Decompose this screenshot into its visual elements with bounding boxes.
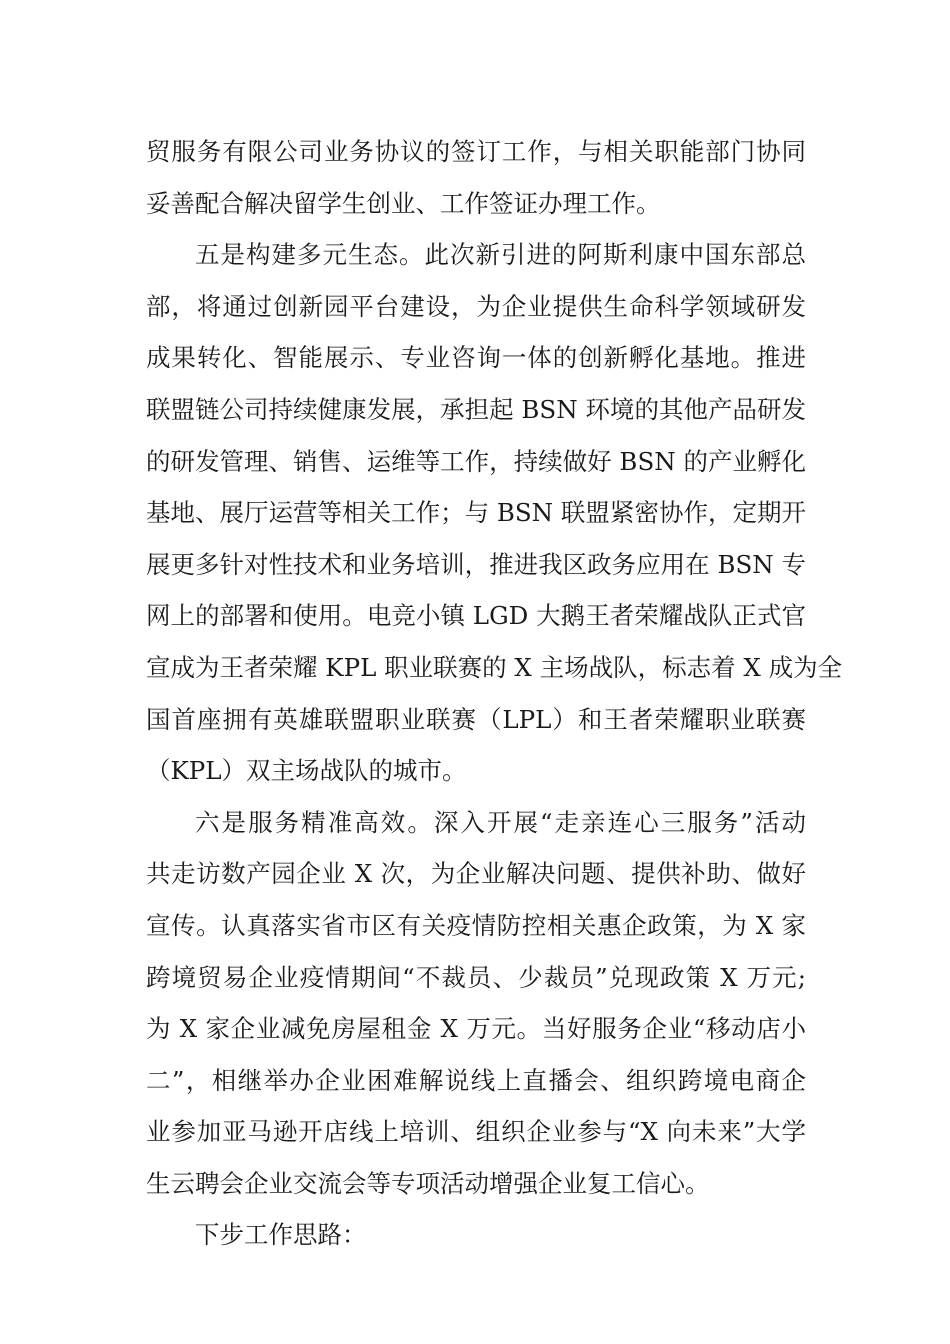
body-text	[146, 126, 843, 1261]
section-heading: 下步工作思路：	[195, 1220, 367, 1250]
text-line: 宣成为王者荣耀 KPL 职业联赛的 X 主场战队，标志着 X 成为全	[146, 652, 843, 682]
text-line: 成果转化、智能展示、专业咨询一体的创新孵化基地。推进	[146, 343, 806, 373]
text-line: 五是构建多元生态。此次新引进的阿斯利康中国东部总	[195, 240, 806, 270]
text-line: 展更多针对性技术和业务培训，推进我区政务应用在 BSN 专	[146, 549, 806, 579]
paragraph	[146, 797, 806, 1210]
text-line: 国首座拥有英雄联盟职业联赛（LPL）和王者荣耀职业联赛	[146, 704, 806, 734]
text-line: 妥善配合解决留学生创业、工作签证办理工作。	[146, 188, 661, 218]
text-line: 的研发管理、销售、运维等工作，持续做好 BSN 的产业孵化	[146, 446, 806, 476]
text-line: 为 X 家企业减免房屋租金 X 万元。当好服务企业“移动店小	[146, 1014, 806, 1044]
text-line: 跨境贸易企业疫情期间“不裁员、少裁员”兑现政策 X 万元;	[146, 962, 806, 992]
paragraph	[146, 126, 806, 229]
text-line: （KPL）双主场战队的城市。	[146, 756, 467, 786]
text-line: 业参加亚马逊开店线上培训、组织企业参与“X 向未来”大学	[146, 1117, 806, 1147]
text-line: 共走访数产园企业 X 次，为企业解决问题、提供补助、做好	[146, 859, 806, 889]
text-line: 宣传。认真落实省市区有关疫情防控相关惠企政策，为 X 家	[146, 910, 806, 940]
text-line: 二”，相继举办企业困难解说线上直播会、组织跨境电商企	[146, 1065, 806, 1095]
text-line: 基地、展厅运营等相关工作；与 BSN 联盟紧密协作，定期开	[146, 498, 806, 528]
paragraph	[146, 1209, 806, 1261]
text-line: 网上的部署和使用。电竞小镇 LGD 大鹅王者荣耀战队正式官	[146, 601, 806, 631]
text-line: 生云聘会企业交流会等专项活动增强企业复工信心。	[146, 1168, 710, 1198]
text-line: 联盟链公司持续健康发展，承担起 BSN 环境的其他产品研发	[146, 394, 806, 424]
text-line: 部，将通过创新园平台建设，为企业提供生命科学领域研发	[146, 291, 806, 321]
text-line: 六是服务精准高效。深入开展“走亲连心三服务”活动	[195, 807, 806, 837]
text-line: 贸服务有限公司业务协议的签订工作，与相关职能部门协同	[146, 137, 806, 166]
paragraph	[146, 229, 843, 797]
